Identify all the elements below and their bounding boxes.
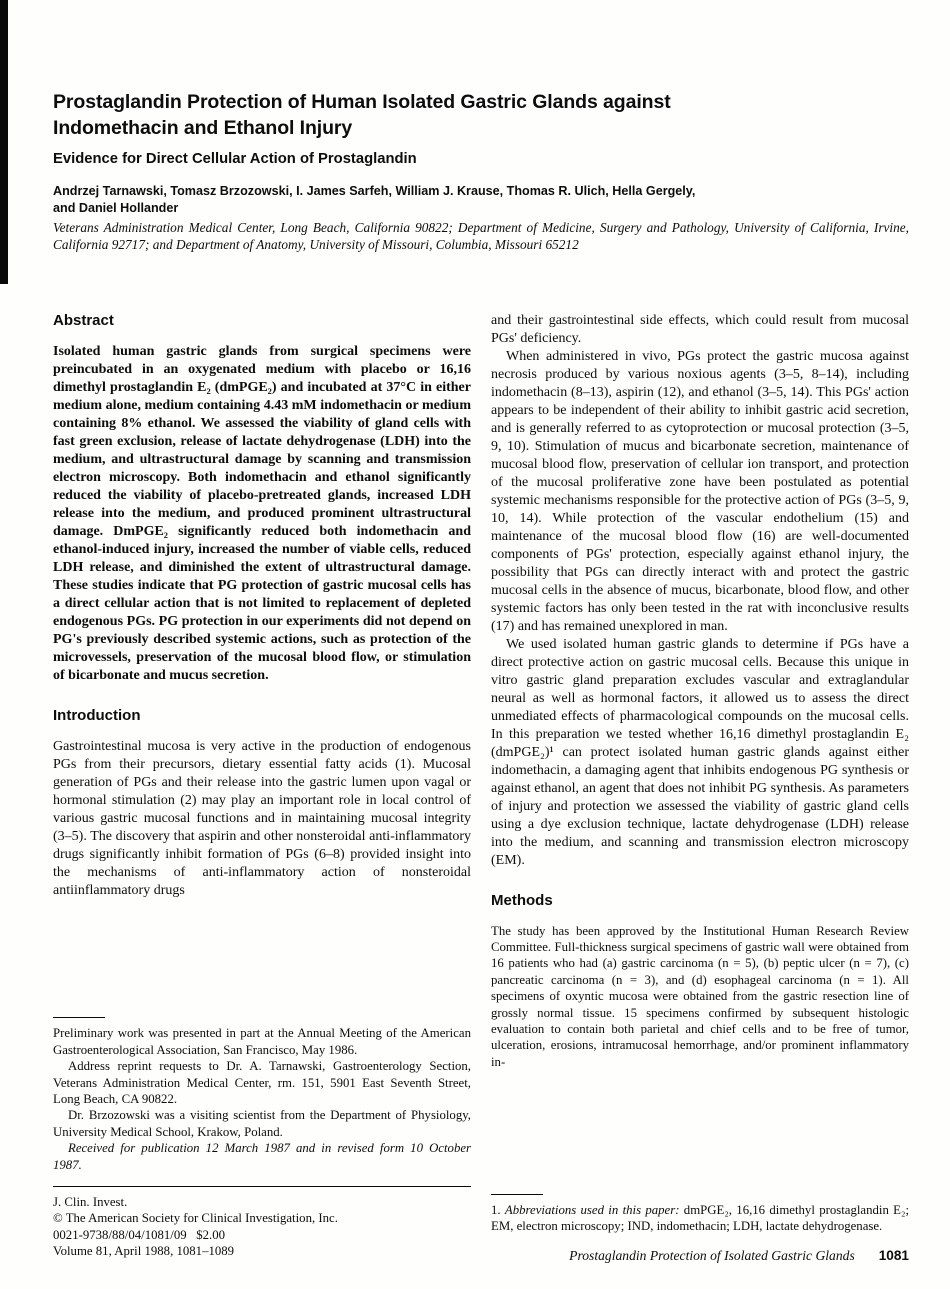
journal-copyright-block bbox=[53, 1186, 471, 1264]
volume-line: Volume 81, April 1988, 1081–1089 bbox=[53, 1244, 235, 1259]
article-subtitle: Evidence for Direct Cellular Action of Prostaglandin bbox=[53, 151, 417, 167]
issn-price-line: 0021-9738/88/04/1081/09 $2.00 bbox=[53, 1227, 226, 1242]
in-vivo-paragraph: When administered in vivo, PGs protect the gastric mucosa against necrosis produced by various noxious agents (3–5, 8–14), including indomethacin (8–13), aspirin (12), and ethanol (3–5, 14). This PGs' action appears to be independent of their ability to inhibit gastric acid secretion, and is generally referred to as cytoprotection or mucosal protection (3–5, 9, 10). Stimulation of mucus and bicarbonate secretion, maintenance of mucosal blood flow, preservation of cellular ion transport, and protection of the mucosal proliferative zone have been postulated as potential systemic mechanisms responsible for the protective action of PGs (3–5, 9, 10, 14). While protection of the vascular endothelium (15) and maintenance of the mucosal blood flow (16) are well-documented components of PGs' protection, especially against ethanol injury, the possibility that PGs can directly interact with and protect the gastric mucosal cells in the absence of mucus, bicarbonate, blood flow, and other systemic factors has only been tested in the rat with inconclusive results (17) and has remained unexplored in man. bbox=[491, 348, 909, 634]
journal-name: J. Clin. Invest. bbox=[53, 1194, 128, 1209]
footnote-visiting-scientist: Dr. Brzozowski was a visiting scientist from the Department of Physiology, University Medical School, Krakow, Poland. bbox=[53, 1108, 471, 1139]
abbrev-number: 1. bbox=[491, 1202, 505, 1217]
running-title: Prostaglandin Protection of Isolated Gastric Glands bbox=[569, 1247, 855, 1263]
affiliations: Veterans Administration Medical Center, Long Beach, California 90822; Department of Medicine, Surgery and Pathology, University of California, Irvine, California 92717; and Department of Anatomy, University of Missouri, Columbia, Missouri 65212 bbox=[53, 220, 909, 252]
abbrev-definitions: dmPGE₂, 16,16 dimethyl prostaglandin E₂; EM, electron microscopy; IND, indomethacin; LDH, lactate dehydrogenase. bbox=[491, 1202, 909, 1234]
scan-artifact-bar bbox=[0, 0, 8, 284]
footnote-divider bbox=[53, 1017, 105, 1018]
right-column bbox=[491, 312, 909, 1264]
author-list: Andrzej Tarnawski, Tomasz Brzozowski, I. James Sarfeh, William J. Krause, Thomas R. Ulich, Hella Gergely, and Daniel Hollander bbox=[53, 184, 696, 215]
footnote-reprints: Address reprint requests to Dr. A. Tarnawski, Gastroenterology Section, Veterans Administration Medical Center, rm. 151, 5901 East Seventh Street, Long Beach, CA 90822. bbox=[53, 1059, 471, 1106]
left-column bbox=[53, 312, 471, 1264]
introduction-paragraph: Gastrointestinal mucosa is very active in the production of endogenous PGs from their precursors, dietary essential fatty acids (1). Mucosal generation of PGs and their release into the gastric lumen upon vagal or hormonal stimulation (2) may play an important role in local control of various gastric mucosal functions and in maintaining mucosal integrity (3–5). The discovery that aspirin and other nonsteroidal anti-inflammatory drugs significantly inhibit formation of PGs (6–8) provided insight into the mechanisms of anti-inflammatory action of nonsteroidal antiinflammatory drugs bbox=[53, 738, 471, 898]
copyright-line: © The American Society for Clinical Investigation, Inc. bbox=[53, 1211, 338, 1226]
two-column-body bbox=[53, 312, 909, 1264]
footnote-received: Received for publication 12 March 1987 and in revised form 10 October 1987. bbox=[53, 1141, 471, 1172]
title-footnotes bbox=[53, 1017, 471, 1173]
abbreviations-footnote bbox=[491, 1194, 909, 1235]
article-title: Prostaglandin Protection of Human Isolated Gastric Glands against Indomethacin and Ethanol Injury bbox=[53, 91, 671, 139]
abstract-heading: Abstract bbox=[53, 311, 114, 329]
methods-paragraph: The study has been approved by the Institutional Human Research Review Committee. Full-thickness surgical specimens of gastric wall were obtained from 16 patients who had (a) gastric carcinoma (n = 5), (b) peptic ulcer (n = 7), (c) pancreatic carcinoma (n = 3), and (d) esophageal carcinoma (n = 1). All specimens of oxyntic mucosa were obtained from the gastric resection line of grossly normal tissue. 15 specimens confirmed by subsequent histologic evaluation to contain both parietal and chief cells and to be free of tumor, ulceration, erosions, intramucosal hemorrhage, and/or prominent inflammatory in- bbox=[491, 923, 909, 1069]
abbrev-label: Abbreviations used in this paper: bbox=[504, 1202, 680, 1217]
methods-heading: Methods bbox=[491, 891, 553, 909]
abbreviations-divider bbox=[491, 1194, 543, 1195]
abstract-paragraph: Isolated human gastric glands from surgical specimens were preincubated in an oxygenated medium with placebo or 16,16 dimethyl prostaglandin E₂ (dmPGE₂) and incubated at 37°C in either medium alone, medium containing 4.43 mM indomethacin or medium containing 8% ethanol. We assessed the viability of gland cells with fast green exclusion, release of lactate dehydrogenase (LDH) into the medium, and ultrastructural damage by scanning and transmission electron microscopy. Both indomethacin and ethanol significantly reduced the viability of placebo-pretreated glands, increased LDH release into the medium, and produced prominent ultrastructural damage. DmPGE₂ significantly reduced both indomethacin and ethanol-induced injury, increased the number of viable cells, reduced LDH release, and diminished the extent of ultrastructural damage. These studies indicate that PG protection of gastric mucosal cells has a direct cellular action that is not limited to replacement of depleted endogenous PGs. PG protection in our experiments did not depend on PG's previously described systemic actions, such as protection of the microvessels, preservation of the mucosal blood flow, or stimulation of bicarbonate and mucus secretion. bbox=[53, 343, 471, 683]
abbreviations-text bbox=[491, 1202, 909, 1235]
page-number: 1081 bbox=[878, 1247, 909, 1263]
introduction-heading: Introduction bbox=[53, 706, 141, 724]
article-header bbox=[53, 90, 909, 254]
page-footer bbox=[491, 1248, 909, 1264]
intro-continuation-paragraph: and their gastrointestinal side effects, which could result from mucosal PGs' deficiency. bbox=[491, 312, 909, 346]
footnote-presented: Preliminary work was presented in part at the Annual Meeting of the American Gastroenterological Association, San Francisco, May 1986. bbox=[53, 1026, 471, 1057]
study-aim-paragraph: We used isolated human gastric glands to determine if PGs have a direct protective action on gastric mucosal cells. Because this unique in vitro gastric gland preparation excludes vascular and extraglandular neural as well as hormonal factors, it allowed us to assess the direct unmediated effects of pharmacological compounds on the mucosal cells. In this preparation we tested whether 16,16 dimethyl prostaglandin E₂ (dmPGE₂)¹ can protect isolated human gastric glands against either indomethacin, a damaging agent that inhibits endogenous PG synthesis or against ethanol, an agent that does not inhibit PG synthesis. As parameters of injury and protection we assessed the viability of gastric gland cells using a dye exclusion technique, lactate dehydrogenase (LDH) release into the medium, and scanning and transmission electron microscopy (EM). bbox=[491, 636, 909, 868]
page-content bbox=[53, 90, 909, 1264]
